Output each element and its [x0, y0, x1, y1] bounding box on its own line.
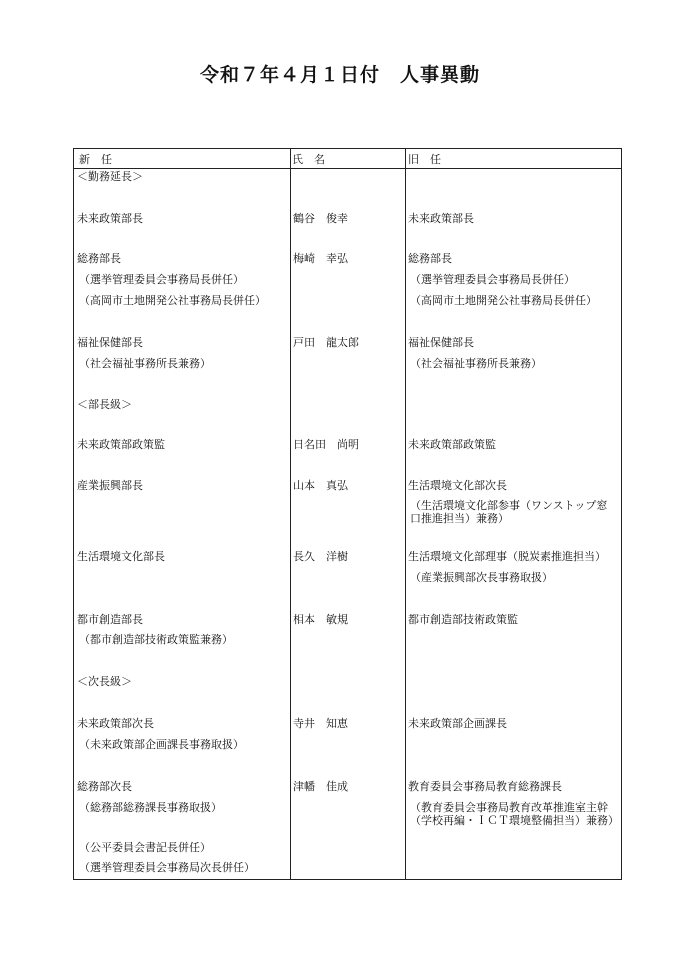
page-title: 令和７年４月１日付 人事異動: [199, 64, 480, 86]
header-old-post: 旧 任: [408, 153, 441, 166]
column-divider: [290, 149, 291, 879]
person-name: 鶴谷 俊幸: [293, 212, 348, 225]
old-post: 福祉保健部長: [408, 336, 474, 349]
new-post-note: （選挙管理委員会事務局次長併任）: [79, 861, 255, 874]
new-post: 生活環境文化部長: [77, 550, 165, 563]
new-post-note: （高岡市土地開発公社事務局長併任）: [79, 294, 266, 307]
new-post: 総務部次長: [77, 780, 132, 793]
section-label: ＜部長級＞: [77, 398, 132, 411]
new-post-note: （都市創造部技術政策監兼務）: [79, 633, 233, 646]
new-post-note: （公平委員会書記長併任）: [79, 841, 211, 854]
header-new-post: 新 任: [79, 153, 112, 166]
person-name: 津幡 佳成: [293, 780, 348, 793]
old-post: 未来政策部企画課長: [408, 717, 507, 730]
person-name: 山本 真弘: [293, 479, 348, 492]
new-post-note: （未来政策部企画課長事務取扱）: [79, 738, 244, 751]
old-post: 未来政策部政策監: [408, 438, 496, 451]
old-post: 総務部長: [408, 252, 452, 265]
new-post-note: （総務部総務課長事務取扱）: [79, 801, 222, 814]
column-divider: [405, 149, 406, 879]
old-post-note: （生活環境文化部参事（ワンストップ窓口推進担当）兼務）: [410, 499, 608, 525]
section-label: ＜勤務延長＞: [77, 170, 143, 183]
new-post: 産業振興部長: [77, 479, 143, 492]
old-post: 未来政策部長: [408, 212, 474, 225]
person-name: 長久 洋樹: [293, 550, 348, 563]
personnel-table: [73, 148, 622, 880]
section-label: ＜次長級＞: [77, 675, 132, 688]
new-post: 未来政策部次長: [77, 717, 154, 730]
old-post-note: （教育委員会事務局教育改革推進室主幹（学校再編・ＩＣＴ環境整備担当）兼務）: [410, 801, 619, 827]
new-post-note: （社会福祉事務所長兼務）: [79, 357, 211, 370]
old-post-note: （選挙管理委員会事務局長併任）: [410, 273, 575, 286]
old-post: 生活環境文化部次長: [408, 479, 507, 492]
old-post: 都市創造部技術政策監: [408, 613, 518, 626]
header-name: 氏 名: [292, 153, 325, 166]
new-post: 福祉保健部長: [77, 336, 143, 349]
old-post: 教育委員会事務局教育総務課長: [408, 780, 562, 793]
old-post: 生活環境文化部理事（脱炭素推進担当）: [408, 550, 606, 563]
person-name: 梅崎 幸弘: [293, 252, 348, 265]
new-post-note: （選挙管理委員会事務局長併任）: [79, 273, 244, 286]
person-name: 戸田 龍太郎: [293, 336, 359, 349]
new-post: 都市創造部長: [77, 613, 143, 626]
person-name: 寺井 知恵: [293, 717, 348, 730]
new-post: 未来政策部長: [77, 212, 143, 225]
person-name: 日名田 尚明: [293, 438, 359, 451]
table-header: [74, 149, 621, 169]
old-post-note: （産業振興部次長事務取扱）: [410, 571, 553, 584]
new-post: 未来政策部政策監: [77, 438, 165, 451]
new-post: 総務部長: [77, 252, 121, 265]
old-post-note: （高岡市土地開発公社事務局長併任）: [410, 294, 597, 307]
person-name: 相本 敏規: [293, 613, 348, 626]
old-post-note: （社会福祉事務所長兼務）: [410, 357, 542, 370]
